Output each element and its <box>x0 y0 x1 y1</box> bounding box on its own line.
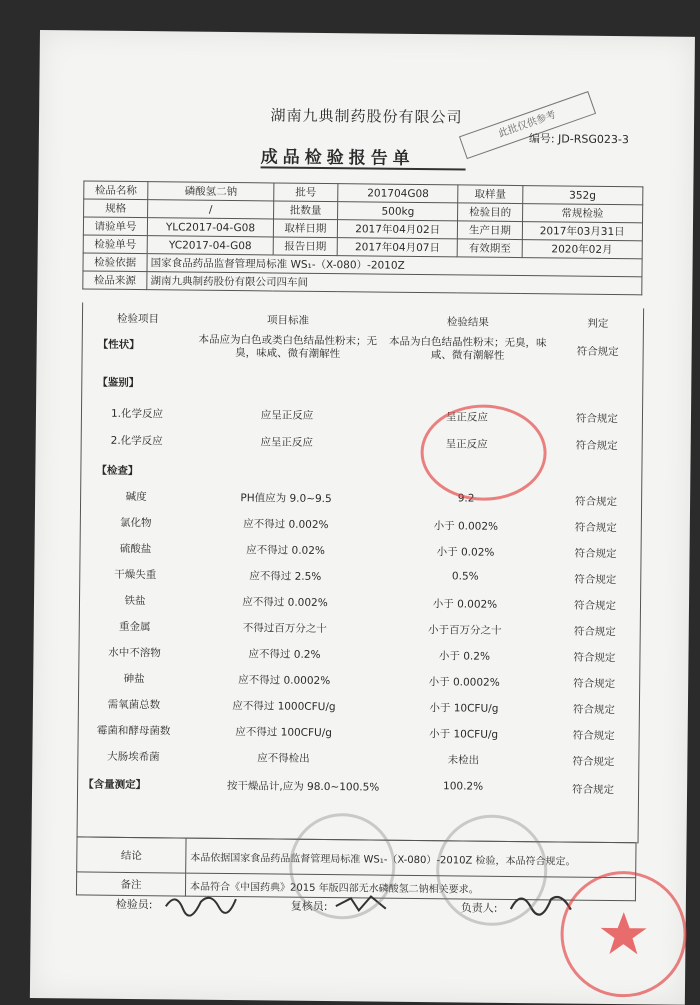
col-standard: 项目标准 <box>266 314 310 327</box>
header-row-2: 规格 / 批数量 500kg 检验目的 常规检验 <box>84 199 643 223</box>
header-table <box>82 180 643 295</box>
trait-row <box>83 332 643 362</box>
check-row-4: 干燥失重 应不得过 2.5% 0.5% 符合规定 <box>114 568 617 587</box>
source-row: 检品来源 湖南九典制药股份有限公司四车间 <box>83 271 642 295</box>
title-underline <box>261 166 466 170</box>
inspector-label: 检验员: <box>115 897 153 912</box>
section-trait: 【性状】 <box>97 338 140 352</box>
basis-row: 检验依据 国家食品药品监督管理局标准 WS₁-（X-080）-2010Z <box>83 253 642 277</box>
check-row-3: 硫酸盐 应不得过 0.02% 小于 0.02% 符合规定 <box>119 542 617 561</box>
header-row-3: 请验单号 YLC2017-04-G08 取样日期 2017年04月02日 生产日期 2017年03月31日 <box>83 217 642 241</box>
ident-row-1: 1.化学反应 应呈正反应 呈正反应 符合规定 <box>110 407 619 426</box>
trait-verdict: 符合规定 <box>576 345 619 359</box>
check-row-5: 铁盐 应不得过 0.002% 小于 0.002% 符合规定 <box>124 594 617 613</box>
copy-stamp: 此批仅供参考 <box>459 91 596 159</box>
check-row-8: 砷盐 应不得过 0.0002% 小于 0.0002% 符合规定 <box>123 672 616 691</box>
remark-text: 本品符合《中国药典》2015 年版四部无水磷酸氢二钠相关要求。 <box>185 873 635 901</box>
header-row-4: 检验单号 YC2017-04-G08 报告日期 2017年04月07日 有效期至 2020年02月 <box>83 235 642 259</box>
results-area <box>77 302 645 843</box>
responsible-label: 负责人: <box>460 901 498 915</box>
inspection-seal <box>420 404 547 501</box>
check-row-9: 需氧菌总数 应不得过 1000CFU/g 小于 10CFU/g 符合规定 <box>107 698 615 717</box>
section-ident: 【鉴别】 <box>97 376 140 390</box>
basis-value: 国家食品药品监督管理局标准 WS₁-（X-080）-2010Z <box>147 254 642 277</box>
conclusion-text: 本品依据国家食品药品监督管理局标准 WS₁-（X-080）-2010Z 检验，本品符合规定。 <box>186 838 636 878</box>
col-verdict: 判定 <box>587 317 609 330</box>
check-row-11: 大肠埃希菌 应不得检出 未检出 符合规定 <box>107 750 615 769</box>
header-row-1: 检品名称 磷酸氢二钠 批号 201704G08 取样量 352g <box>84 181 643 205</box>
check-row-10: 霉菌和酵母菌数 应不得过 100CFU/g 小于 10CFU/g 符合规定 <box>96 724 615 743</box>
inspector-signature <box>161 886 241 917</box>
star-icon <box>563 874 684 995</box>
report-title: 成品检验报告单 <box>260 147 415 169</box>
ident-row-2: 2.化学反应 应呈正反应 呈正反应 符合规定 <box>110 434 618 453</box>
trait-standard: 本品应为白色或类白色结晶性粉末；无臭，味咸、微有潮解性 <box>198 333 378 361</box>
check-row-1: 碱度 PH值应为 9.0~9.5 9.2 符合规定 <box>125 490 618 509</box>
company-seal-right <box>436 814 548 926</box>
check-row-2: 氯化物 应不得过 0.002% 小于 0.002% 符合规定 <box>120 516 617 535</box>
reviewer-label: 复核员: <box>290 899 328 914</box>
trait-result: 本品为白色结晶性粉末；无臭，味咸、微有潮解性 <box>388 335 547 362</box>
check-row-7: 水中不溶物 应不得过 0.2% 小于 0.2% 符合规定 <box>108 646 616 665</box>
report-sheet <box>30 30 695 1005</box>
quality-seal <box>560 871 687 998</box>
section-check: 【检查】 <box>96 464 139 478</box>
remark-label: 备注 <box>76 872 185 896</box>
section-assay: 【含量测定】 <box>83 778 147 792</box>
col-item: 检验项目 <box>116 312 160 326</box>
document-code: 编号: JD-RSG023-3 <box>528 132 629 147</box>
assay-row: 【含量测定】 按干燥品计,应为 98.0~100.5% 100.2% 符合规定 <box>83 778 615 797</box>
check-row-6: 重金属 不得过百万分之十 小于百万分之十 符合规定 <box>118 620 616 639</box>
column-headers <box>83 310 643 330</box>
conclusion-label: 结论 <box>77 837 186 873</box>
col-result: 检验结果 <box>446 316 490 329</box>
source-value: 湖南九典制药股份有限公司四车间 <box>147 272 642 295</box>
company-seal-left <box>289 813 396 920</box>
company-name: 湖南九典制药股份有限公司 <box>270 106 463 127</box>
